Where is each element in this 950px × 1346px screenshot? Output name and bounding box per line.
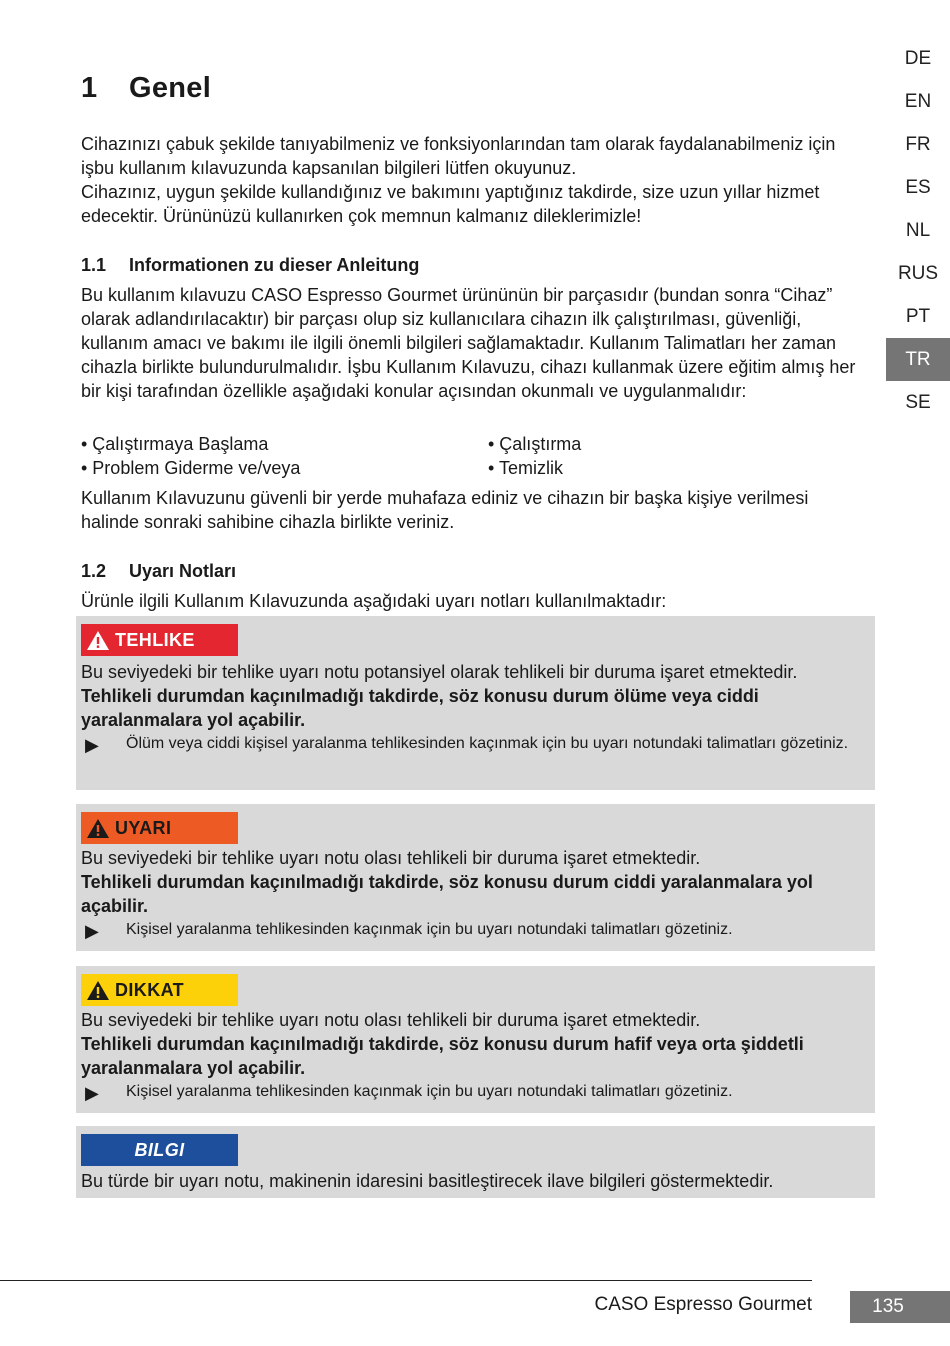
- danger-text: [81, 660, 866, 732]
- caution-label: DIKKAT: [115, 979, 185, 1000]
- language-tab-se[interactable]: SE: [905, 391, 931, 413]
- language-tab-en[interactable]: EN: [904, 90, 932, 112]
- list-item: • Temizlik: [488, 458, 563, 478]
- chapter-title-text: Genel: [129, 72, 212, 104]
- section-1-2-title: [81, 559, 236, 583]
- section-1-2-intro: [81, 589, 866, 613]
- intro: [81, 132, 866, 228]
- info-badge: [81, 1134, 238, 1166]
- list-item: • Çalıştırma: [488, 434, 582, 454]
- language-tab-rus[interactable]: RUS: [897, 262, 939, 284]
- list-item: • Problem Giderme ve/veya: [81, 458, 301, 478]
- language-tab-tr[interactable]: TR: [886, 338, 950, 381]
- info-label: BILGI: [134, 1139, 185, 1160]
- language-tab-fr[interactable]: FR: [905, 133, 931, 155]
- warning-notice: [76, 804, 875, 951]
- play-arrow-icon: ▶: [85, 1083, 99, 1103]
- section-1-1-paragraph: Bu kullanım kılavuzu CASO Espresso Gourmet ürününün bir parçasıdır (bundan sonra “Cihaz” olarak adlandırılacaktır) bir parçası olup siz kullanıcılara cihazın ilk çalıştırılması, güvenliği, kullanım amacı ve bakımı ile ilgili önemli bilgileri sağlamaktadır. Kullanım Talimatları her zaman cihazla birlikte bulundurulmalıdır. İşbu Kullanım Kılavuzu, cihazı kullanmak üzere eğitim almış her bir kişi tarafından özellikle aşağıdaki konular açısından okunmalı ve uygulanmalıdır:: [81, 285, 856, 401]
- language-tab-de[interactable]: DE: [904, 47, 932, 69]
- caution-action-text: Kişisel yaralanma tehlikesinden kaçınmak için bu uyarı notundaki talimatları gözetiniz.: [126, 1083, 733, 1100]
- footer-divider: [0, 1280, 812, 1281]
- info-notice: [76, 1126, 875, 1198]
- info-text: Bu türde bir uyarı notu, makinenin idaresini basitleştirecek ilave bilgileri göstermektedir.: [81, 1171, 774, 1191]
- danger-notice: [76, 616, 875, 790]
- section-1-1-body: [81, 283, 866, 403]
- danger-label: TEHLIKE: [115, 629, 195, 650]
- bullet-list: [81, 432, 866, 480]
- warning-triangle-icon: [81, 630, 115, 651]
- danger-text-bold: Tehlikeli durumdan kaçınılmadığı takdirde, söz konusu durum ölüme veya ciddi yaralanmalara yol açabilir.: [81, 686, 759, 730]
- chapter-title: [81, 72, 211, 105]
- section-1-1-closing: [81, 486, 866, 534]
- language-tab-nl[interactable]: NL: [905, 219, 931, 241]
- section-1-1-title: [81, 253, 419, 277]
- section-1-2-paragraph: Ürünle ilgili Kullanım Kılavuzunda aşağıdaki uyarı notları kullanılmaktadır:: [81, 591, 667, 611]
- danger-badge: [81, 624, 238, 656]
- warning-badge: [81, 812, 238, 844]
- section-1-2-number: 1.2: [81, 561, 107, 581]
- list-item: • Çalıştırmaya Başlama: [81, 434, 269, 454]
- play-arrow-icon: ▶: [85, 921, 99, 941]
- warning-triangle-icon: [81, 980, 115, 1001]
- language-sidebar: [886, 37, 950, 424]
- danger-text-regular: Bu seviyedeki bir tehlike uyarı notu potansiyel olarak tehlikeli bir duruma işaret etmektedir.: [81, 662, 798, 682]
- caution-action: [81, 1083, 866, 1104]
- language-tab-pt[interactable]: PT: [905, 305, 931, 327]
- caution-badge: [81, 974, 238, 1006]
- warning-label: UYARI: [115, 817, 172, 838]
- caution-text-bold: Tehlikeli durumdan kaçınılmadığı takdirde, söz konusu durum hafif veya orta şiddetli yaralanmalara yol açabilir.: [81, 1034, 804, 1078]
- section-1-2-title-text: Uyarı Notları: [129, 561, 237, 581]
- page-number: 135: [850, 1291, 950, 1323]
- intro-paragraph-2: Cihazınız, uygun şekilde kullandığınız ve bakımını yaptığınız takdirde, size uzun yıllar hizmet edecektir. Ürününüzü kullanırken çok memnun kalmanız dileklerimizle!: [81, 182, 820, 226]
- footer-brand: CASO Espresso Gourmet: [594, 1294, 812, 1315]
- warning-triangle-icon: [81, 818, 115, 839]
- warning-text: Bu seviyedeki bir tehlike uyarı notu olası tehlikeli bir duruma işaret etmektedir.: [81, 848, 701, 868]
- caution-text: Bu seviyedeki bir tehlike uyarı notu olası tehlikeli bir duruma işaret etmektedir.: [81, 1010, 701, 1030]
- closing-paragraph: Kullanım Kılavuzunu güvenli bir yerde muhafaza ediniz ve cihazın bir başka kişiye verilmesi halinde sonraki sahibine cihazla birlikte veriniz.: [81, 488, 809, 532]
- intro-paragraph-1: Cihazınızı çabuk şekilde tanıyabilmeniz ve fonksiyonlarından tam olarak faydalanabilmeniz için işbu kullanım kılavuzunda kapsanılan bilgileri lütfen okuyunuz.: [81, 134, 836, 178]
- danger-action-text: Ölüm veya ciddi kişisel yaralanma tehlikesinden kaçınmak için bu uyarı notundaki talimatları gözetiniz.: [126, 735, 849, 752]
- section-1-1-title-text: Informationen zu dieser Anleitung: [129, 255, 420, 275]
- caution-notice: [76, 966, 875, 1113]
- play-arrow-icon: ▶: [85, 735, 99, 755]
- language-tab-es[interactable]: ES: [905, 176, 931, 198]
- warning-action: [81, 921, 866, 942]
- danger-action: [81, 735, 866, 756]
- section-1-1-number: 1.1: [81, 255, 107, 275]
- warning-text-bold: Tehlikeli durumdan kaçınılmadığı takdirde, söz konusu durum ciddi yaralanmalara yol açabilir.: [81, 872, 813, 916]
- warning-action-text: Kişisel yaralanma tehlikesinden kaçınmak için bu uyarı notundaki talimatları gözetiniz.: [126, 921, 733, 938]
- chapter-number: 1: [81, 72, 98, 104]
